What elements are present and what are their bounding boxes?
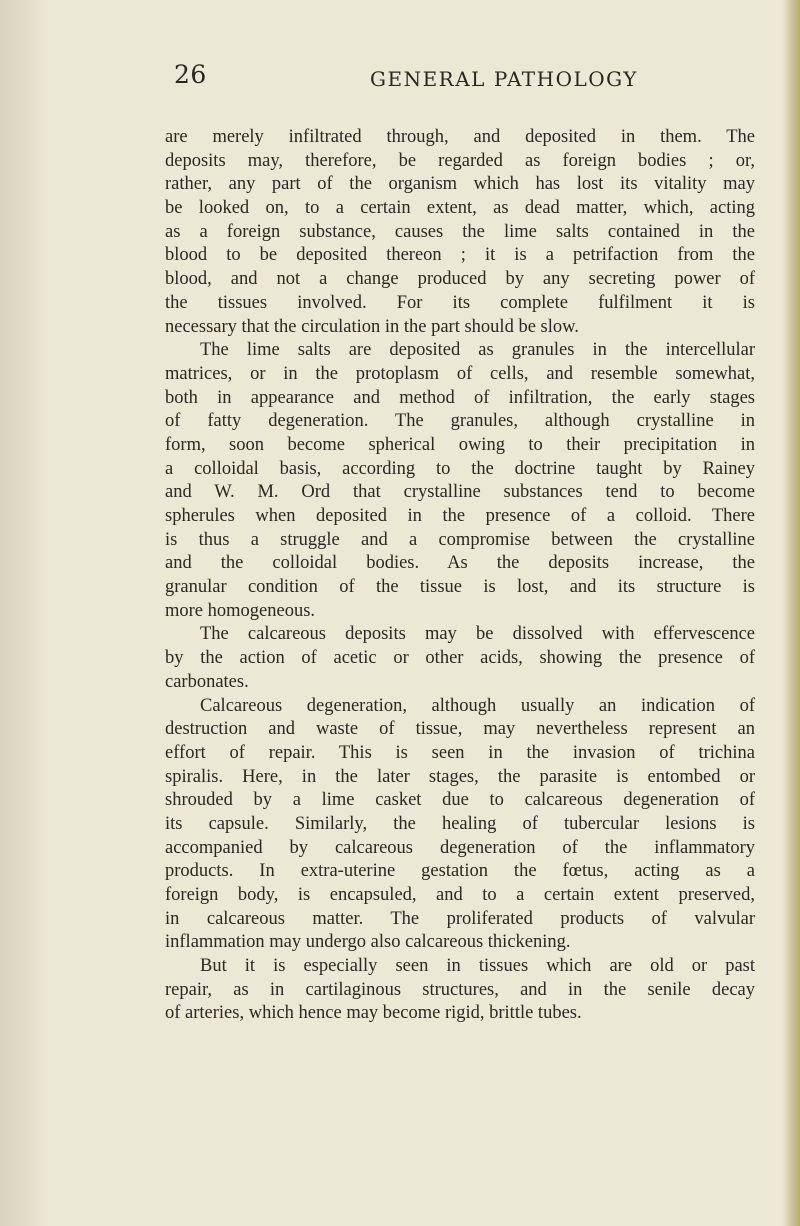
text-line: The lime salts are deposited as granules in the intercellular [200,340,755,361]
text-line: The calcareous deposits may be dissolved with effervescence [200,624,755,645]
text-line: carbonates. [165,671,249,692]
text-line: is thus a struggle and a compromise between the crystalline [165,529,755,550]
text-line: But it is especially seen in tissues which are old or past [200,956,755,977]
text-line: repair, as in cartilaginous structures, and in the senile decay [165,979,755,1000]
text-line: granular condition of the tissue is lost, and its structure is [165,577,755,598]
page-gutter-shadow [0,0,48,1226]
text-line: its capsule. Similarly, the healing of tubercular lesions is [165,813,755,834]
text-line: both in appearance and method of infiltration, the early stages [165,387,755,408]
running-head: GENERAL PATHOLOGY [370,67,638,91]
text-line: a colloidal basis, according to the doctrine taught by Rainey [165,458,755,479]
text-line: accompanied by calcareous degeneration of the inflammatory [165,837,755,858]
text-line: spiralis. Here, in the later stages, the parasite is entombed or [165,766,755,787]
text-line: by the action of acetic or other acids, showing the presence of [165,648,755,669]
text-line: rather, any part of the organism which has lost its vitality may [165,174,755,195]
body-text [165,126,755,1026]
text-line: of fatty degeneration. The granules, although crystalline in [165,411,755,432]
text-line: form, soon become spherical owing to their precipitation in [165,434,755,455]
text-line: shrouded by a lime casket due to calcareous degeneration of [165,790,755,811]
text-line: as a foreign substance, causes the lime salts contained in the [165,221,755,242]
text-line: inflammation may undergo also calcareous thickening. [165,932,571,953]
text-line: effort of repair. This is seen in the invasion of trichina [165,742,755,763]
page-number: 26 [174,60,207,89]
text-line: be looked on, to a certain extent, as dead matter, which, acting [165,198,755,219]
text-line: Calcareous degeneration, although usually an indication of [200,695,755,716]
text-line: and the colloidal bodies. As the deposits increase, the [165,553,755,574]
text-line: necessary that the circulation in the part should be slow. [165,316,579,337]
text-line: the tissues involved. For its complete fulfilment it is [165,292,755,313]
text-line: spherules when deposited in the presence of a colloid. There [165,506,755,526]
text-line: more homogeneous. [165,600,316,621]
text-line: of arteries, which hence may become rigid, brittle tubes. [165,1003,582,1024]
text-line: deposits may, therefore, be regarded as foreign bodies ; or, [165,150,755,171]
page-edge [782,0,800,1226]
text-line: products. In extra-uterine gestation the fœtus, acting as a [165,861,755,882]
text-line: blood, and not a change produced by any secreting power of [165,269,755,290]
text-line: blood to be deposited thereon ; it is a petrifaction from the [165,245,755,266]
page-header [174,60,734,96]
text-line: are merely infiltrated through, and deposited in them. The [165,127,755,147]
text-line: in calcareous matter. The proliferated products of valvular [165,908,755,929]
text-line: and W. M. Ord that crystalline substances tend to become [165,482,755,503]
text-line: destruction and waste of tissue, may nevertheless represent an [165,719,755,740]
text-line: foreign body, is encapsuled, and to a certain extent preserved, [165,885,755,905]
text-line: matrices, or in the protoplasm of cells, and resemble somewhat, [165,363,755,384]
